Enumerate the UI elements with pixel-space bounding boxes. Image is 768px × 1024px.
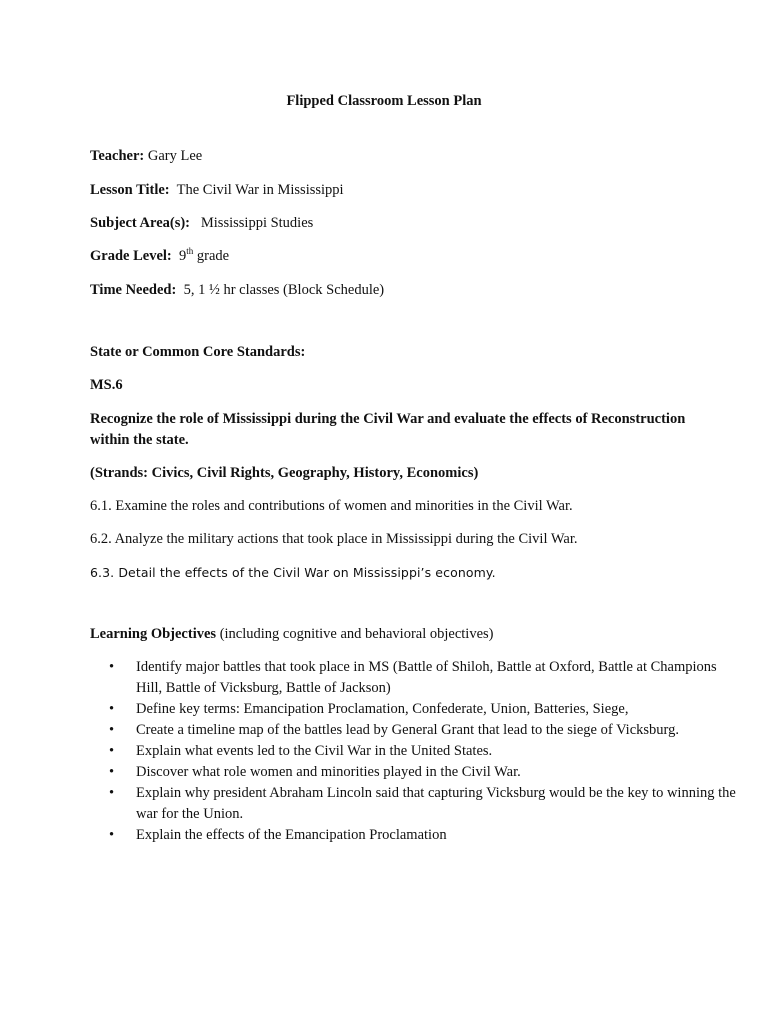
list-item [109, 825, 736, 846]
grade-level-superscript: th [186, 246, 194, 257]
objective-text: Explain the effects of the Emancipation Proclamation [136, 827, 447, 843]
subject-area-line [90, 215, 313, 232]
standards-heading: State or Common Core Standards: [90, 344, 306, 360]
bullet-icon: • [109, 722, 115, 738]
objectives-list [90, 657, 736, 846]
list-item [109, 720, 736, 741]
lesson-title-value: The Civil War in Mississippi [176, 182, 344, 198]
grade-level-line [90, 248, 229, 265]
standard-text: Recognize the role of Mississippi during the Civil War and evaluate the effects of Reconstruction within the state. [90, 411, 686, 448]
objective-text: Explain why president Abraham Lincoln said that capturing Vicksburg would be the key to winning the war for the Union. [136, 785, 736, 822]
list-item [109, 783, 736, 825]
bullet-icon: • [109, 785, 115, 801]
teacher-value: Gary Lee [147, 148, 203, 164]
objective-text: Explain what events led to the Civil War in the United States. [136, 743, 493, 759]
lesson-title-label: Lesson Title: [90, 182, 170, 198]
objectives-heading-line [90, 626, 494, 643]
subject-area-label: Subject Area(s): [90, 215, 191, 231]
document-title: Flipped Classroom Lesson Plan [286, 93, 482, 109]
bullet-icon: • [109, 659, 115, 675]
standard-item: 6.3. Detail the effects of the Civil War on Mississippi’s economy. [90, 565, 496, 580]
bullet-icon: • [109, 701, 115, 717]
time-needed-label: Time Needed: [90, 282, 177, 298]
standard-item: 6.2. Analyze the military actions that took place in Mississippi during the Civil War. [90, 531, 578, 547]
grade-level-number: 9 [179, 248, 187, 264]
grade-level-rest: grade [193, 248, 230, 264]
list-item [109, 657, 736, 699]
teacher-line [90, 148, 202, 165]
objectives-note: (including cognitive and behavioral objectives) [216, 626, 494, 642]
objective-text: Identify major battles that took place in MS (Battle of Shiloh, Battle at Oxford, Battle at Champions Hill, Battle of Vicksburg, Battle of Jackson) [136, 659, 717, 696]
time-needed-value: 5, 1 ½ hr classes (Block Schedule) [183, 282, 385, 298]
list-item [109, 699, 736, 720]
objective-text: Define key terms: Emancipation Proclamation, Confederate, Union, Batteries, Siege, [136, 701, 629, 717]
standard-code: MS.6 [90, 377, 123, 393]
strands-line: (Strands: Civics, Civil Rights, Geography, History, Economics) [90, 465, 479, 481]
grade-level-label: Grade Level: [90, 248, 172, 264]
list-item [109, 762, 736, 783]
objective-text: Discover what role women and minorities played in the Civil War. [136, 764, 521, 780]
standard-item: 6.1. Examine the roles and contributions of women and minorities in the Civil War. [90, 498, 573, 514]
bullet-icon: • [109, 764, 115, 780]
list-item [109, 741, 736, 762]
objective-text: Create a timeline map of the battles lead by General Grant that lead to the siege of Vicksburg. [136, 722, 679, 738]
teacher-label: Teacher: [90, 148, 145, 164]
bullet-icon: • [109, 827, 115, 843]
time-needed-line [90, 282, 384, 299]
lesson-title-line [90, 182, 344, 199]
objectives-heading: Learning Objectives [90, 626, 217, 642]
bullet-icon: • [109, 743, 115, 759]
subject-area-value: Mississippi Studies [200, 215, 314, 231]
